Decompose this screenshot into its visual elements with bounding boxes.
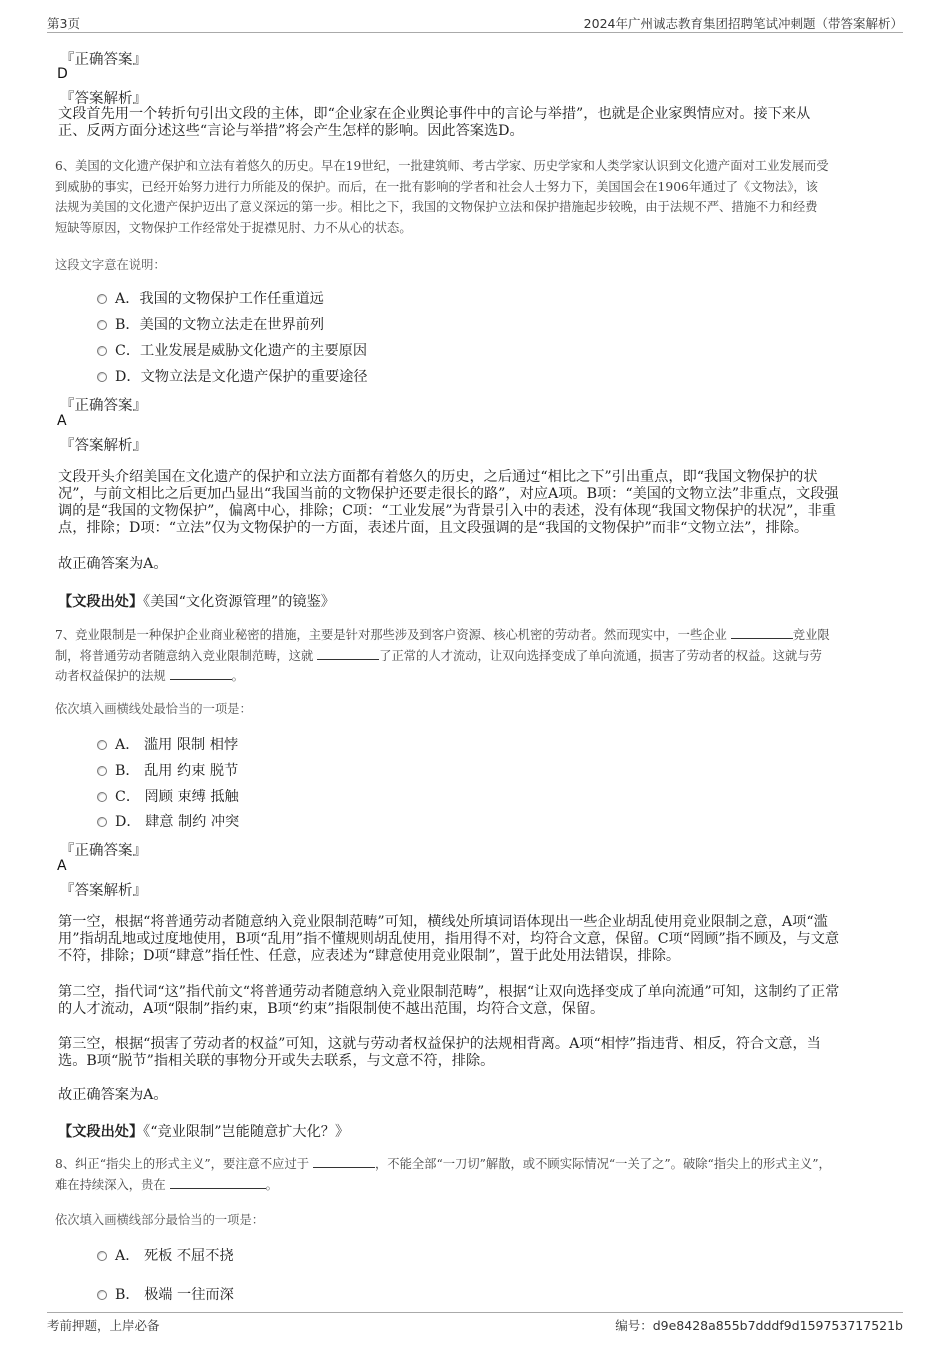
q6-conclusion: 故正确答案为A。 <box>58 556 168 572</box>
source-title: 《美国“文化资源管理”的镜鉴》 <box>143 594 335 610</box>
q8-option-b[interactable] <box>97 1284 234 1304</box>
q7-prompt: 依次填入画横线处最恰当的一项是： <box>55 702 252 716</box>
text-segment: 了正常的人才流动，让双向选择变成了单向流通，损害了劳动者的权益。这就与劳 <box>379 648 822 663</box>
option-label: D． 肆意 制约 冲突 <box>115 814 240 830</box>
page-footer <box>47 1312 903 1333</box>
q7-source <box>58 1121 349 1141</box>
q8-prompt: 依次填入画横线部分最恰当的一项是： <box>55 1213 265 1227</box>
q7-explanation-para2 <box>58 984 898 1018</box>
text-segment: 。 <box>231 669 244 683</box>
radio-icon[interactable] <box>97 817 107 827</box>
page-header <box>47 12 903 33</box>
document-title: 2024年广州诚志教育集团招聘笔试冲刺题（带答案解析） <box>583 16 903 31</box>
document-id: 编号：d9e8428a855b7dddf9d159753717521b <box>615 1318 903 1333</box>
text-line <box>55 1175 900 1196</box>
q6-explanation <box>58 469 898 537</box>
fill-blank-1 <box>731 628 793 639</box>
text-line <box>55 666 900 687</box>
text-line: 况”，与前文相比之后更加凸显出“我国当前的文物保护还要走很长的路”，对应A项。B项：“美国的文物立法”非重点，文段强 <box>58 486 839 502</box>
radio-icon[interactable] <box>97 346 107 356</box>
text-line: 文段首先用一个转折句引出文段的主体，即“企业家在企业舆论事件中的言论与举措”，也就是企业家舆情应对。接下来从 <box>58 106 811 122</box>
option-label: A． 滥用 限制 相悖 <box>115 737 239 753</box>
q7-correct-label: 『正确答案』 <box>60 843 147 859</box>
fill-blank-1 <box>313 1157 375 1168</box>
text-segment: 。 <box>265 1177 278 1192</box>
q6-option-c[interactable] <box>97 340 367 360</box>
option-label: A．我国的文物保护工作任重道远 <box>115 291 324 307</box>
text-line: 第二空，指代词“这”指代前文“将普通劳动者随意纳入竞业限制范畴”，根据“让双向选择变成了单向流通”可知，这制约了正常 <box>58 984 840 1000</box>
text-line: 不符，排除；D项“肆意”指任性、任意，应表述为“肆意使用竞业限制”，置于此处用法错误，排除。 <box>58 948 681 964</box>
source-label: 【文段出处】 <box>58 1124 144 1140</box>
text-line: 法规为美国的文化遗产保护迈出了意义深远的第一步。相比之下，我国的文物保护立法和保护措施起步较晚，由于法规不严、措施不力和经费 <box>55 200 818 214</box>
q7-option-c[interactable] <box>97 786 239 806</box>
text-segment: 8、纠正“指尖上的形式主义”，要注意不应过于 <box>55 1157 310 1171</box>
text-line <box>55 625 900 646</box>
q6-option-d[interactable] <box>97 366 368 386</box>
text-segment: 7、竞业限制是一种保护企业商业秘密的措施，主要是针对那些涉及到客户资源、核心机密的劳动者。然而现实中，一些企业 <box>55 628 727 642</box>
q6-correct-label: 『正确答案』 <box>60 398 147 414</box>
text-line: 短缺等原因，文物保护工作经常处于捉襟见肘、力不从心的状态。 <box>55 220 412 235</box>
text-line: 第三空，根据“损害了劳动者的权益”可知，这就与劳动者权益保护的法规相背离。A项“相悖”指违背、相反，符合文意，当 <box>58 1036 821 1052</box>
q7-option-a[interactable] <box>97 734 238 754</box>
text-line: 6、美国的文化遗产保护和立法有着悠久的历史。早在19世纪，一批建筑师、考古学家、历史学家和人类学家认识到文化遗产面对工业发展而受 <box>55 159 829 173</box>
radio-icon[interactable] <box>97 320 107 330</box>
source-label: 【文段出处】 <box>58 594 144 610</box>
fill-blank-3 <box>170 669 232 680</box>
radio-icon[interactable] <box>97 740 107 750</box>
q5-explain-label: 『答案解析』 <box>60 91 147 107</box>
radio-icon[interactable] <box>97 1290 107 1300</box>
q7-option-b[interactable] <box>97 760 238 780</box>
text-segment: ，不能全部“一刀切”解散，或不顾实际情况“一关了之”。破除“指尖上的形式主义”， <box>374 1157 831 1171</box>
q6-option-b[interactable] <box>97 314 324 334</box>
radio-icon[interactable] <box>97 792 107 802</box>
q5-correct-label: 『正确答案』 <box>60 52 147 68</box>
q6-answer: A <box>57 413 67 429</box>
option-label: C． 罔顾 束缚 抵触 <box>115 789 239 805</box>
text-line: 选。B项“脱节”指相关联的事物分开或失去联系，与文意不符，排除。 <box>58 1053 495 1069</box>
text-line: 用”指胡乱地或过度地使用，B项“乱用”指不懂规则胡乱使用，指用得不对，均符合文意，保留。C项“罔顾”指不顾及，与文意 <box>58 931 840 947</box>
radio-icon[interactable] <box>97 766 107 776</box>
page-number: 第3页 <box>47 16 80 31</box>
option-label: B．美国的文物立法走在世界前列 <box>115 317 325 333</box>
text-line <box>55 646 900 667</box>
radio-icon[interactable] <box>97 294 107 304</box>
q7-explain-label: 『答案解析』 <box>60 883 147 899</box>
q6-option-a[interactable] <box>97 288 324 308</box>
option-label: D．文物立法是文化遗产保护的重要途径 <box>115 369 368 385</box>
source-title: 《“竞业限制”岂能随意扩大化？》 <box>143 1124 350 1140</box>
text-line: 到威胁的事实，已经开始努力进行力所能及的保护。而后，在一批有影响的学者和社会人士努力下，美国国会在1906年通过了《文物法》，该 <box>55 179 818 194</box>
q6-explain-label: 『答案解析』 <box>60 438 147 454</box>
text-line: 第一空，根据“将普通劳动者随意纳入竞业限制范畴”可知，横线处所填词语体现出一些企业胡乱使用竞业限制之意，A项“滥 <box>58 914 828 930</box>
q8-question-text <box>55 1154 900 1195</box>
q7-explanation-para3 <box>58 1036 898 1070</box>
footer-slogan: 考前押题，上岸必备 <box>47 1318 160 1333</box>
option-label: B． 极端 一往而深 <box>115 1287 234 1303</box>
q8-option-a[interactable] <box>97 1245 234 1265</box>
q6-source <box>58 591 335 611</box>
text-line: 点，排除；D项：“立法”仅为文物保护的一方面，表述片面，且文段强调的是“我国的文物保护”而非“文物立法”，排除。 <box>58 520 809 536</box>
q7-answer: A <box>57 858 67 874</box>
text-line: 文段开头介绍美国在文化遗产的保护和立法方面都有着悠久的历史，之后通过“相比之下”引出重点，即“我国文物保护的状 <box>58 469 818 485</box>
q5-explanation <box>58 106 898 140</box>
q7-explanation-para1 <box>58 914 898 965</box>
q7-conclusion: 故正确答案为A。 <box>58 1087 168 1103</box>
q7-question-text <box>55 625 900 687</box>
fill-blank-2 <box>317 649 379 660</box>
q6-question-text <box>55 156 900 238</box>
q7-option-d[interactable] <box>97 811 239 831</box>
q6-prompt: 这段文字意在说明： <box>55 258 166 272</box>
text-line <box>55 1154 900 1175</box>
option-label: B． 乱用 约束 脱节 <box>115 763 239 779</box>
text-line: 正、反两方面分述这些“言论与举措”将会产生怎样的影响。因此答案选D。 <box>58 123 524 139</box>
text-line: 的人才流动，A项“限制”指约束，B项“约束”指限制使不越出范围，均符合文意，保留。 <box>58 1001 605 1017</box>
text-line: 调的是“我国的文物保护”，偏离中心，排除；C项：“工业发展”为背景引入中的表述，没有体现“我国文物保护的状况”，非重 <box>58 503 836 519</box>
text-segment: 动者权益保护的法规 <box>55 669 166 683</box>
fill-blank-2 <box>170 1178 266 1189</box>
text-segment: 制，将普通劳动者随意纳入竞业限制范畴，这就 <box>55 648 314 663</box>
option-label: C．工业发展是威胁文化遗产的主要原因 <box>115 343 368 359</box>
option-label: A． 死板 不屈不挠 <box>115 1248 234 1264</box>
radio-icon[interactable] <box>97 1251 107 1261</box>
radio-icon[interactable] <box>97 372 107 382</box>
q5-answer: D <box>57 66 68 82</box>
text-segment: 难在持续深入，贵在 <box>55 1177 166 1192</box>
text-segment: 竞业限 <box>792 628 830 642</box>
